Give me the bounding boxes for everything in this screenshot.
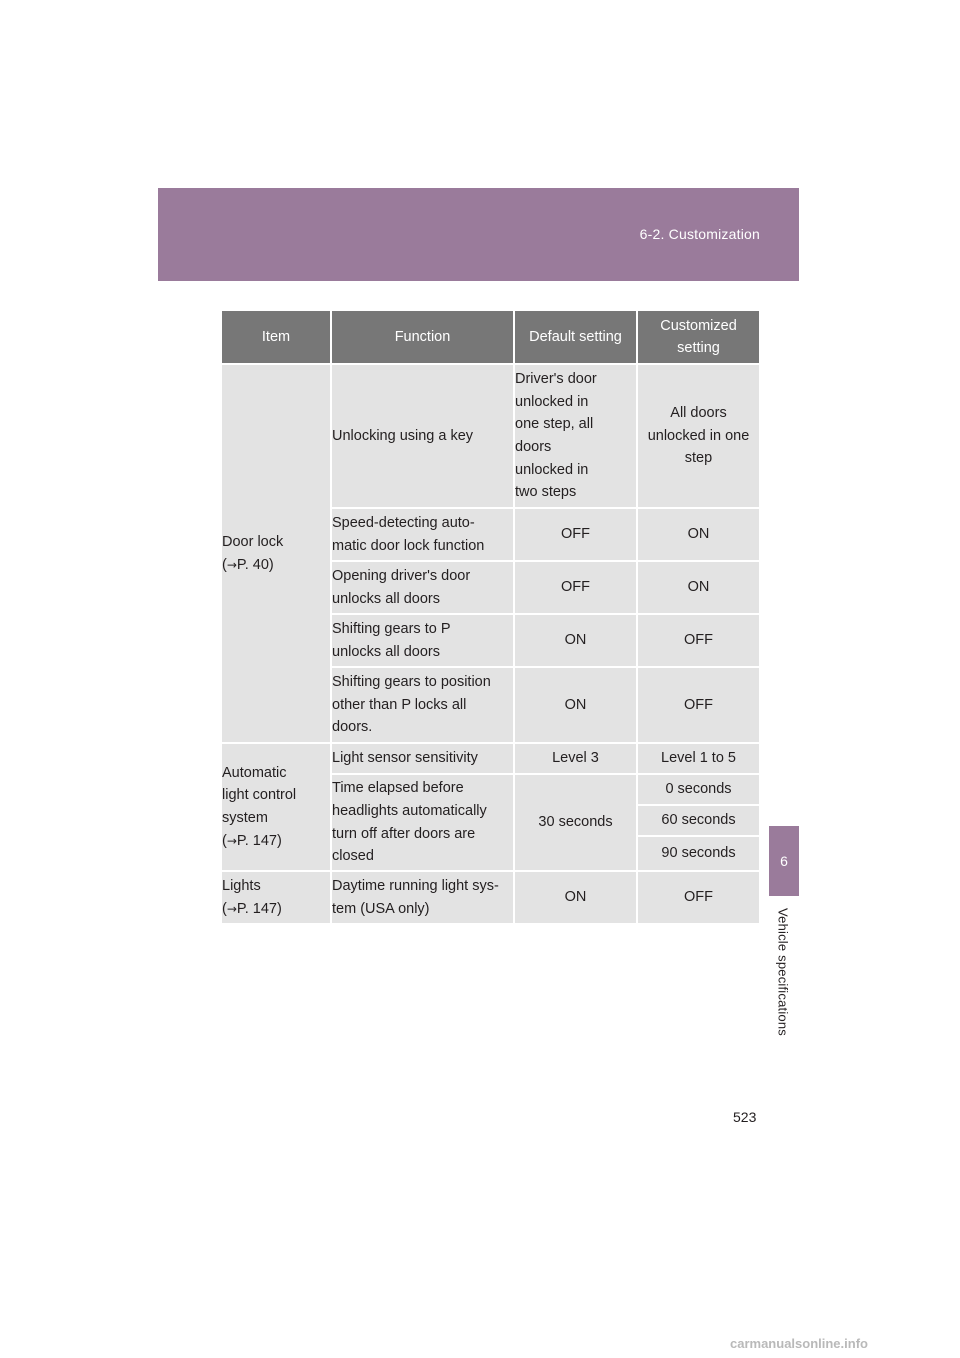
- default-cell: Driver's door unlocked in one step, all doors unlocked in two steps: [514, 364, 637, 508]
- table-row: [221, 871, 760, 924]
- custom-cell: ON: [637, 561, 760, 614]
- default-cell: OFF: [514, 508, 637, 561]
- function-cell: Unlocking using a key: [331, 364, 514, 508]
- function-cell: Speed-detecting auto- matic door lock function: [331, 508, 514, 561]
- ref-arrow-icon: →: [226, 557, 237, 572]
- header-function: Function: [331, 310, 514, 364]
- custom-cell: OFF: [637, 614, 760, 667]
- chapter-tab: [769, 826, 799, 896]
- item-automatic-light-control: Automatic light control system (→P. 147): [221, 743, 331, 871]
- custom-option-cell: 90 seconds: [637, 836, 760, 871]
- default-cell: ON: [514, 614, 637, 667]
- custom-cell: OFF: [637, 871, 760, 924]
- custom-cell: ON: [637, 508, 760, 561]
- default-cell: ON: [514, 871, 637, 924]
- default-cell: Level 3: [514, 743, 637, 774]
- page-number: 523: [733, 1109, 757, 1125]
- item-door-lock: Door lock (→P. 40): [221, 364, 331, 743]
- function-cell: Shifting gears to position other than P locks all doors.: [331, 667, 514, 743]
- function-cell: Time elapsed before headlights automatically turn off after doors are closed: [331, 774, 514, 871]
- function-cell: Light sensor sensitivity: [331, 743, 514, 774]
- custom-cell: All doors unlocked in one step: [637, 364, 760, 508]
- default-cell: OFF: [514, 561, 637, 614]
- header-band: [158, 188, 799, 281]
- table-header-row: [221, 310, 760, 364]
- customization-table: [220, 309, 761, 925]
- chapter-number: 6: [780, 853, 788, 869]
- header-customized-setting: Customized setting: [637, 310, 760, 364]
- function-cell: Shifting gears to P unlocks all doors: [331, 614, 514, 667]
- ref-arrow-icon: →: [226, 901, 237, 916]
- header-default-setting: Default setting: [514, 310, 637, 364]
- custom-cell: Level 1 to 5: [637, 743, 760, 774]
- section-title: 6-2. Customization: [639, 226, 760, 242]
- ref-arrow-icon: →: [226, 833, 237, 848]
- item-lights: Lights (→P. 147): [221, 871, 331, 924]
- table-row: [221, 743, 760, 774]
- header-item: Item: [221, 310, 331, 364]
- custom-option-cell: 0 seconds: [637, 774, 760, 805]
- default-cell: ON: [514, 667, 637, 743]
- function-cell: Opening driver's door unlocks all doors: [331, 561, 514, 614]
- default-cell: 30 seconds: [514, 774, 637, 871]
- chapter-side-label: Vehicle specifications: [775, 908, 791, 1036]
- function-cell: Daytime running light sys- tem (USA only): [331, 871, 514, 924]
- custom-cell: OFF: [637, 667, 760, 743]
- watermark-bottom: carmanualsonline.info: [730, 1336, 868, 1351]
- table-row: [221, 364, 760, 508]
- custom-option-cell: 60 seconds: [637, 805, 760, 836]
